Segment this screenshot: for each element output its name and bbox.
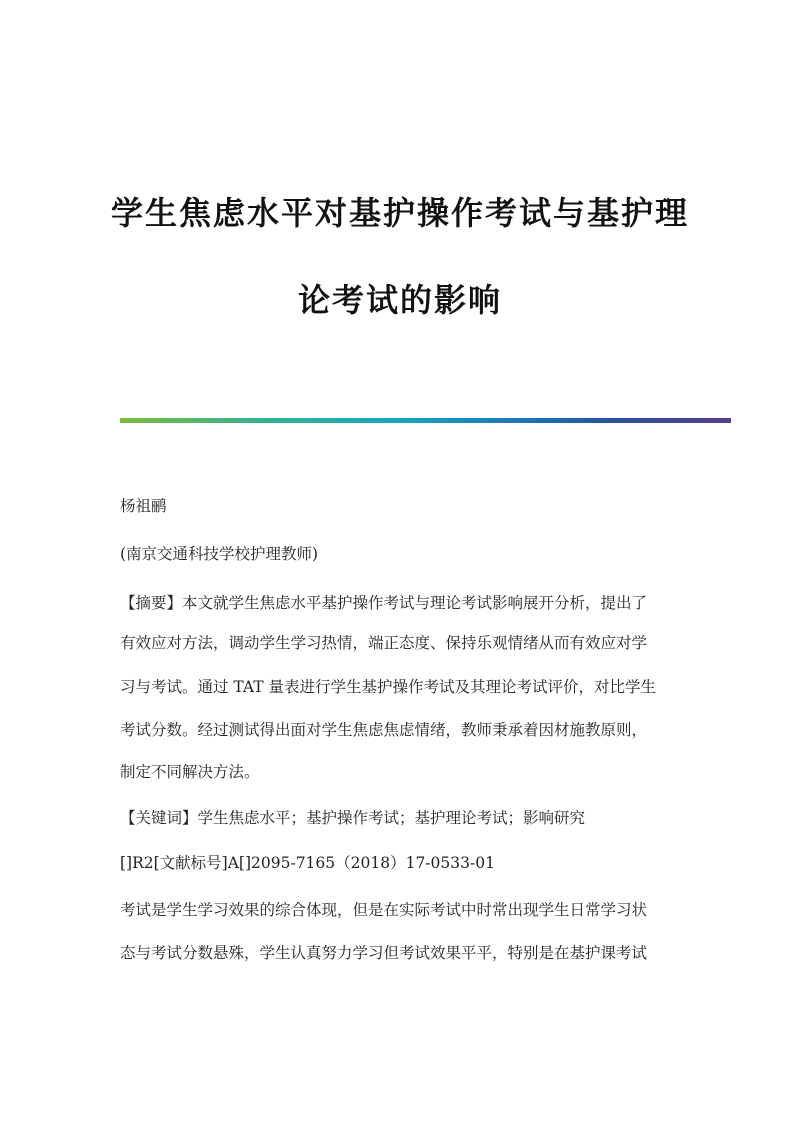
abstract-line: 【摘要】本文就学生焦虑水平基护操作考试与理论考试影响展开分析，提出了 <box>120 594 648 612</box>
abstract-line: 习与考试。通过 TAT 量表进行学生基护操作考试及其理论考试评价，对比学生 <box>120 678 657 696</box>
abstract-line: 考试分数。经过测试得出面对学生焦虑焦虑情绪，教师秉承着因材施教原则， <box>120 721 648 739</box>
abstract-line: 有效应对方法，调动学生学习热情，端正态度、保持乐观情绪从而有效应对学 <box>120 634 648 652</box>
author-name: 杨祖鹂 <box>120 497 167 515</box>
abstract-line: 制定不同解决方法。 <box>120 763 260 781</box>
paper-title-line-2: 论考试的影响 <box>297 281 502 319</box>
body-text-line: 态与考试分数悬殊，学生认真努力学习但考试效果平平，特别是在基护课考试 <box>120 944 648 962</box>
paper-title-line-1: 学生焦虑水平对基护操作考试与基护理 <box>110 194 689 232</box>
author-affiliation: (南京交通科技学校护理教师) <box>120 545 319 563</box>
keywords: 【关键词】学生焦虑水平；基护操作考试；基护理论考试；影响研究 <box>120 809 586 827</box>
body-text-line: 考试是学生学习效果的综合体现，但是在实际考试中时常出现学生日常学习状 <box>120 901 648 919</box>
classification-number: []R2[文献标号]A[]2095-7165（2018）17-0533-01 <box>120 854 495 872</box>
title-divider <box>120 418 731 423</box>
